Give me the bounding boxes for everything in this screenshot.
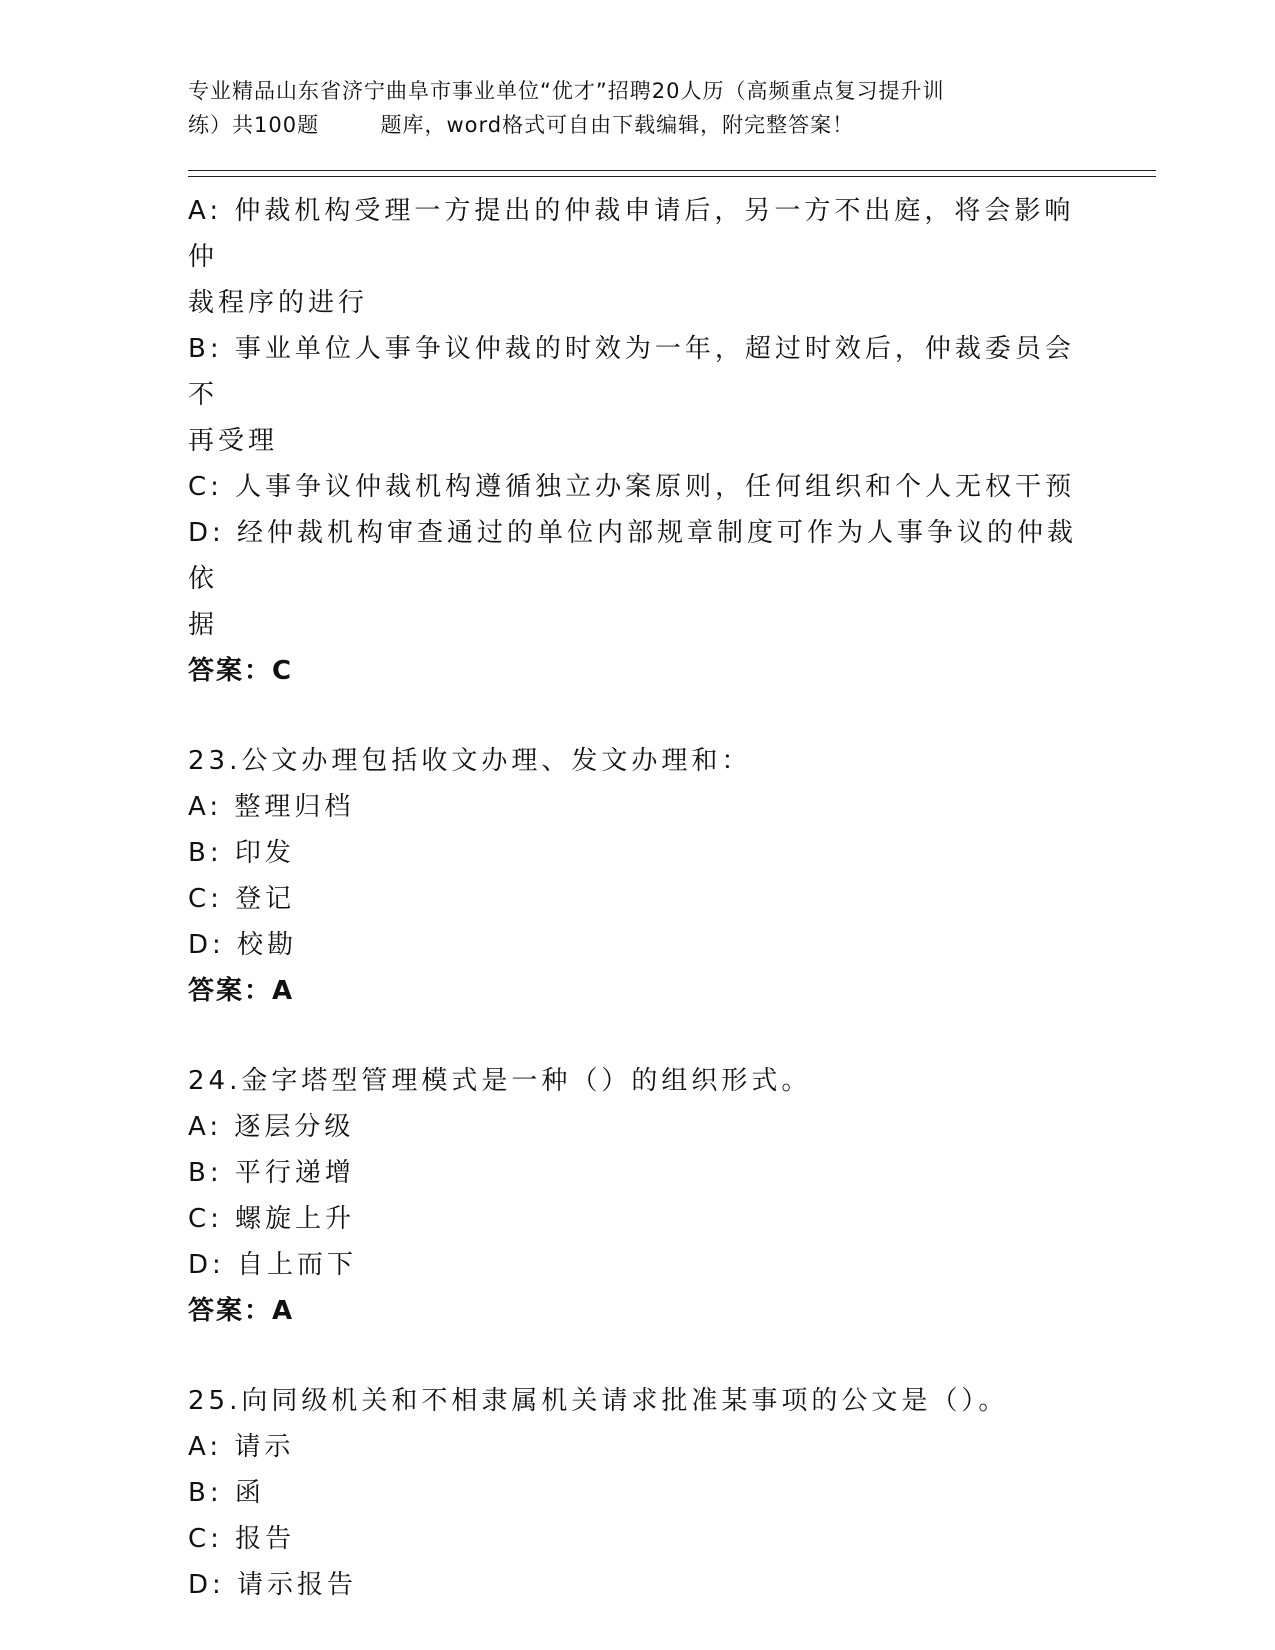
- question-list: [188, 188, 1088, 1608]
- question-stem: 23.公文办理包括收文办理、发文办理和：: [188, 746, 752, 776]
- option-a-line-1: A: 仲裁机构受理一方提出的仲裁申请后，另一方不出庭，将会影响仲: [188, 196, 1075, 272]
- option-d: D: 自上而下: [188, 1250, 358, 1280]
- option-a: A: 逐层分级: [188, 1112, 355, 1142]
- header-title-line-1: 专业精品山东省济宁曲阜市事业单位“优才”招聘20人历（高频重点复习提升训: [188, 79, 945, 103]
- option-c: C: 螺旋上升: [188, 1204, 356, 1234]
- answer-label: 答案：C: [188, 656, 294, 686]
- question-23: [188, 738, 1088, 1014]
- question-22-continued: [188, 188, 1088, 694]
- option-b: B: 函: [188, 1478, 265, 1508]
- option-d: D: 请示报告: [188, 1570, 358, 1600]
- option-a: A: 整理归档: [188, 792, 355, 822]
- option-b-line-2: 再受理: [188, 426, 279, 456]
- answer-label: 答案：A: [188, 976, 295, 1006]
- option-b: B: 平行递增: [188, 1158, 355, 1188]
- question-25: [188, 1378, 1088, 1608]
- spacer: [188, 1014, 1088, 1058]
- spacer: [188, 1334, 1088, 1378]
- question-24: [188, 1058, 1088, 1334]
- header-divider-bottom: [188, 176, 1156, 177]
- option-c: C: 报告: [188, 1524, 296, 1554]
- option-a-line-2: 裁程序的进行: [188, 288, 369, 318]
- answer-label: 答案：A: [188, 1296, 295, 1326]
- option-d: D: 校勘: [188, 930, 298, 960]
- document-header: [188, 74, 1088, 142]
- question-stem: 24.金字塔型管理模式是一种（）的组织形式。: [188, 1066, 812, 1096]
- option-c: C: 登记: [188, 884, 296, 914]
- header-divider-top: [188, 170, 1156, 171]
- option-b-line-1: B: 事业单位人事争议仲裁的时效为一年，超过时效后，仲裁委员会不: [188, 334, 1075, 410]
- option-d-line-2: 据: [188, 610, 219, 640]
- option-c-line-1: C: 人事争议仲裁机构遵循独立办案原则，任何组织和个人无权干预: [188, 472, 1076, 502]
- header-title-line-2: 练）共100题 题库，word格式可自由下载编辑，附完整答案！: [188, 113, 855, 137]
- question-stem: 25.向同级机关和不相隶属机关请求批准某事项的公文是（）。: [188, 1386, 1009, 1416]
- option-d-line-1: D: 经仲裁机构审查通过的单位内部规章制度可作为人事争议的仲裁依: [188, 518, 1078, 594]
- spacer: [188, 694, 1088, 738]
- option-b: B: 印发: [188, 838, 295, 868]
- option-a: A: 请示: [188, 1432, 295, 1462]
